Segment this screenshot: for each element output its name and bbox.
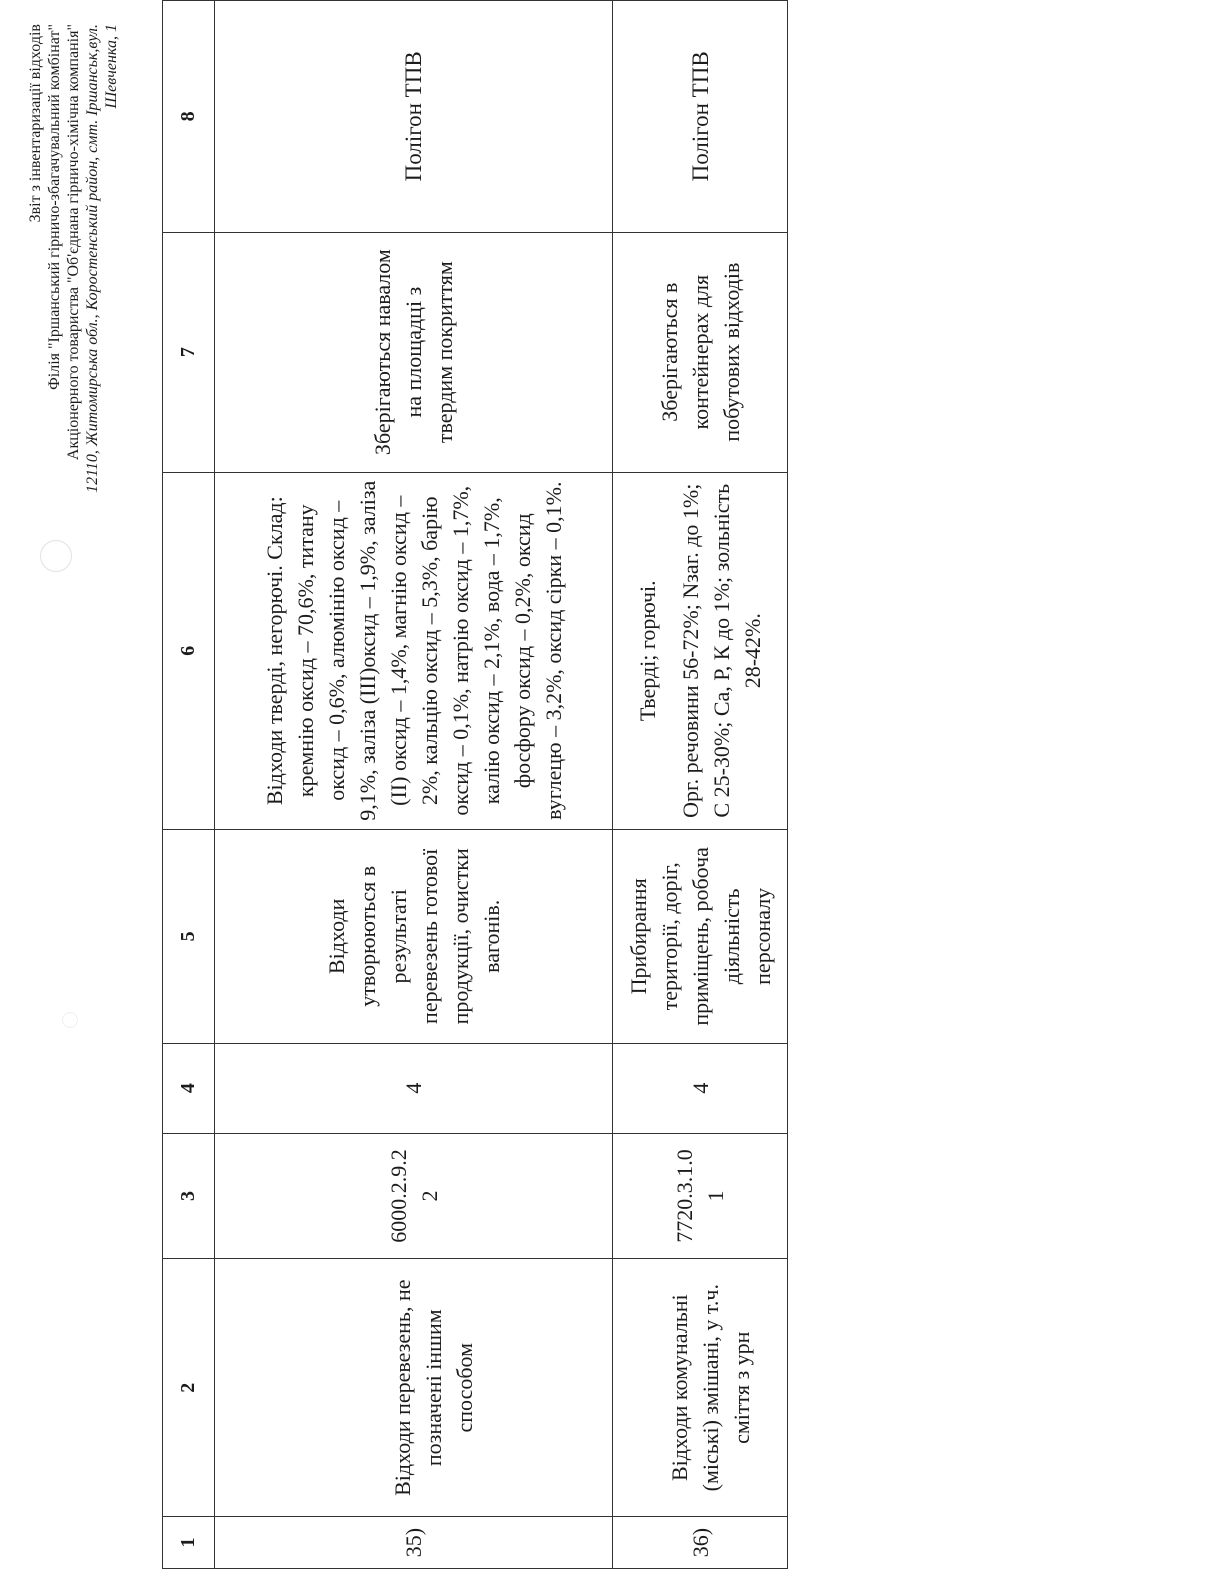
- waste-code: 6000.2.9.2 2: [215, 1133, 613, 1259]
- waste-code: 7720.3.1.0 1: [613, 1133, 788, 1259]
- scan-hole-mark: [62, 1012, 78, 1028]
- waste-inventory-table: [162, 0, 788, 1569]
- document-header: [26, 24, 121, 524]
- waste-name: Відходи комунальні (міські) змішані, у т.ч. сміття з урн: [613, 1259, 788, 1517]
- column-number-3: 3: [163, 1133, 215, 1259]
- waste-origin: Прибирання території, доріг, приміщень, робоча діяльність персоналу: [613, 829, 788, 1043]
- column-number-6: 6: [163, 472, 215, 829]
- column-number-5: 5: [163, 829, 215, 1043]
- row-number: 36): [613, 1517, 788, 1569]
- waste-properties: Відходи тверді, негорючі. Склад: кремнію оксид – 70,6%, титану оксид – 0,6%, алюмінію оксид – 9,1%, заліза (III)оксид – 1,9%, заліза (II) оксид – 1,4%, магнію оксид – 2%, кальцію оксид – 5,3%, барію оксид – 0,1%, натрію оксид – 1,7%, калію оксид – 2,1%, вода – 1,7%, фосфору оксид – 0,2%, оксид вуглецю – 3,2%, оксид сірки – 0,1%.: [215, 472, 613, 829]
- properties-composition: Орг. речовини 56-72%; Nзаг. до 1%; С 25-30%; Са, Р, К до 1%; зольність 28-42%.: [678, 483, 765, 818]
- column-number-2: 2: [163, 1259, 215, 1517]
- table-row: [215, 1, 613, 1569]
- storage-method: Зберігаються в контейнерах для побутових відходів: [613, 232, 788, 472]
- hazard-class: 4: [613, 1043, 788, 1133]
- hazard-class: 4: [215, 1043, 613, 1133]
- waste-destination: Полігон ТПВ: [215, 1, 613, 233]
- waste-name: Відходи перевезень, не позначені іншим способом: [215, 1259, 613, 1517]
- table-header-row: [163, 1, 215, 1569]
- column-number-1: 1: [163, 1517, 215, 1569]
- waste-properties: [613, 472, 788, 829]
- waste-origin: Відходи утворюються в результаті перевезень готової продукції, очистки вагонів.: [215, 829, 613, 1043]
- properties-summary: Тверді; горючі.: [635, 580, 660, 722]
- column-number-8: 8: [163, 1, 215, 233]
- row-number: 35): [215, 1517, 613, 1569]
- table-row: [613, 1, 788, 1569]
- scan-hole-mark: [40, 540, 72, 572]
- header-company-name: Акціонерного товариства "Об'єднана гірничо-хімічна компанія": [65, 24, 82, 461]
- header-address: 12110, Житомирська обл., Коростенський район, смт. Іршанськ,вул. Шевченка, 1: [84, 24, 120, 493]
- storage-method: Зберігаються навалом на площадці з твердим покриттям: [215, 232, 613, 472]
- column-number-4: 4: [163, 1043, 215, 1133]
- column-number-7: 7: [163, 232, 215, 472]
- waste-destination: Полігон ТПВ: [613, 1, 788, 233]
- header-branch-name: Філія "Іршанський гірничо-збагачувальний комбінат": [46, 24, 63, 390]
- header-report-title: Звіт з інвентаризації відходів: [27, 24, 44, 223]
